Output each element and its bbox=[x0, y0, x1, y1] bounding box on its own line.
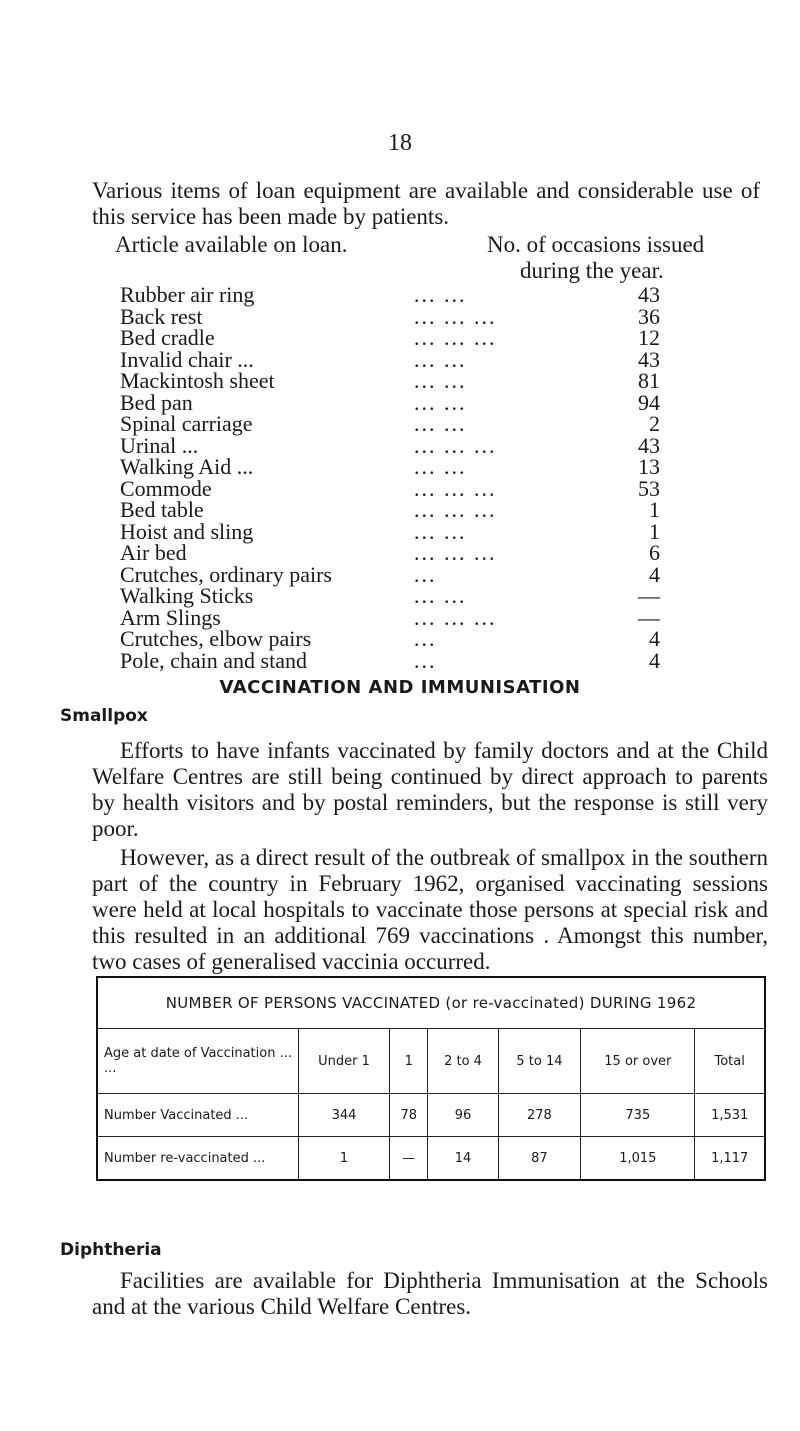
list-item bbox=[120, 518, 660, 544]
column-header: Total bbox=[695, 1029, 765, 1094]
list-item bbox=[120, 346, 660, 372]
smallpox-paragraph-1: Efforts to have infants vaccinated by family doctors and at the Child Welfare Centres are still being continued by direct approach to parents by health visitors and by postal reminders, but the response is still very poor. bbox=[92, 738, 768, 841]
table-row bbox=[97, 1137, 765, 1181]
header-label: Age at date of Vaccination ... ... bbox=[97, 1029, 299, 1094]
list-item bbox=[120, 284, 660, 306]
table-header-row bbox=[97, 1029, 765, 1094]
item-count: 2 bbox=[649, 411, 660, 436]
diphtheria-paragraph: Facilities are available for Diphtheria Immunisation at the Schools and at the various Child Welfare Centres. bbox=[92, 1268, 768, 1319]
item-name: Crutches, elbow pairs bbox=[120, 626, 312, 651]
table-title: NUMBER OF PERSONS VACCINATED (or re-vaccinated) DURING 1962 bbox=[97, 977, 765, 1029]
item-name: Arm Slings bbox=[120, 604, 221, 630]
list-item bbox=[120, 413, 660, 435]
loan-article-header: Article available on loan. bbox=[115, 232, 348, 257]
item-name: Bed cradle bbox=[120, 325, 215, 350]
item-count: 12 bbox=[638, 325, 660, 350]
section-title: VACCINATION AND IMMUNISATION bbox=[219, 677, 581, 698]
list-item bbox=[120, 628, 660, 650]
item-name: Air bed bbox=[120, 540, 187, 565]
leader-dots: ... ... bbox=[414, 454, 467, 479]
row-label: Number Vaccinated ... bbox=[97, 1094, 299, 1137]
leader-dots: ... bbox=[414, 626, 437, 651]
item-count: 36 bbox=[638, 303, 660, 329]
item-count: 4 bbox=[649, 561, 660, 587]
item-count: — bbox=[638, 583, 660, 608]
table-cell: 735 bbox=[581, 1094, 695, 1137]
item-count: 43 bbox=[638, 282, 660, 307]
table-cell: 96 bbox=[428, 1094, 498, 1137]
list-item bbox=[120, 432, 660, 458]
loan-count-header-line2: during the year. bbox=[520, 258, 664, 283]
item-name: Urinal ... bbox=[120, 432, 199, 458]
vaccination-table bbox=[96, 976, 766, 1181]
table-cell: — bbox=[390, 1137, 428, 1181]
item-name: Hoist and sling bbox=[120, 518, 254, 544]
item-count: 1 bbox=[649, 497, 660, 522]
column-header: 15 or over bbox=[581, 1029, 695, 1094]
item-name: Rubber air ring bbox=[120, 282, 255, 307]
leader-dots: ... ... bbox=[414, 411, 467, 436]
table-cell: 14 bbox=[428, 1137, 498, 1181]
item-name: Invalid chair ... bbox=[120, 346, 254, 372]
list-item bbox=[120, 542, 660, 564]
leader-dots: ... ... bbox=[414, 368, 467, 393]
leader-dots: ... ... ... bbox=[414, 497, 497, 522]
diphtheria-heading: Diphtheria bbox=[60, 1240, 162, 1260]
column-header: 1 bbox=[390, 1029, 428, 1094]
item-name: Pole, chain and stand bbox=[120, 647, 307, 673]
list-item bbox=[120, 475, 660, 501]
leader-dots: ... ... ... bbox=[414, 475, 497, 501]
item-count: 53 bbox=[638, 475, 660, 501]
table-cell: 1,015 bbox=[581, 1137, 695, 1181]
leader-dots: ... ... ... bbox=[414, 432, 497, 458]
leader-dots: ... ... bbox=[414, 518, 467, 544]
intro-paragraph: Various items of loan equipment are available and considerable use of this service has been made by patients. bbox=[92, 178, 760, 229]
leader-dots: ... ... ... bbox=[414, 303, 497, 329]
leader-dots: ... ... ... bbox=[414, 540, 497, 565]
leader-dots: ... bbox=[414, 561, 437, 587]
table-row bbox=[97, 1094, 765, 1137]
item-count: 43 bbox=[638, 432, 660, 458]
item-count: — bbox=[638, 604, 660, 630]
table-cell: 278 bbox=[498, 1094, 581, 1137]
table-cell: 1,531 bbox=[695, 1094, 765, 1137]
smallpox-paragraph-2: However, as a direct result of the outbreak of smallpox in the southern part of the country in February 1962, organised vaccinating sessions were held at local hospitals to vaccinate those persons at special risk and this resulted in an additional 769 vaccinations . Amongst this number, two cases of generalised vaccinia occurred. bbox=[92, 845, 768, 974]
list-item bbox=[120, 585, 660, 607]
list-item bbox=[120, 303, 660, 329]
item-name: Walking Aid ... bbox=[120, 454, 254, 479]
leader-dots: ... bbox=[414, 647, 437, 673]
loan-items-list bbox=[120, 284, 660, 671]
loan-count-header-line1: No. of occasions issued bbox=[487, 232, 705, 257]
item-count: 13 bbox=[638, 454, 660, 479]
leader-dots: ... ... ... bbox=[414, 604, 497, 630]
list-item bbox=[120, 456, 660, 478]
item-count: 4 bbox=[649, 647, 660, 673]
item-name: Commode bbox=[120, 475, 212, 501]
leader-dots: ... ... bbox=[414, 389, 467, 415]
item-count: 4 bbox=[649, 626, 660, 651]
item-name: Mackintosh sheet bbox=[120, 368, 275, 393]
leader-dots: ... ... ... bbox=[414, 325, 497, 350]
item-name: Spinal carriage bbox=[120, 411, 253, 436]
column-header: Under 1 bbox=[299, 1029, 390, 1094]
column-header: 2 to 4 bbox=[428, 1029, 498, 1094]
list-item bbox=[120, 561, 660, 587]
item-count: 43 bbox=[638, 346, 660, 372]
list-item bbox=[120, 604, 660, 630]
column-header: 5 to 14 bbox=[498, 1029, 581, 1094]
item-count: 81 bbox=[638, 368, 660, 393]
list-item bbox=[120, 647, 660, 673]
leader-dots: ... ... bbox=[414, 346, 467, 372]
smallpox-heading: Smallpox bbox=[60, 706, 148, 726]
list-item bbox=[120, 499, 660, 521]
list-item bbox=[120, 370, 660, 392]
item-name: Walking Sticks bbox=[120, 583, 254, 608]
table-cell: 1,117 bbox=[695, 1137, 765, 1181]
leader-dots: ... ... bbox=[414, 583, 467, 608]
item-name: Back rest bbox=[120, 303, 203, 329]
item-count: 6 bbox=[649, 540, 660, 565]
table-cell: 344 bbox=[299, 1094, 390, 1137]
page-number: 18 bbox=[388, 130, 412, 156]
list-item bbox=[120, 389, 660, 415]
table-cell: 78 bbox=[390, 1094, 428, 1137]
leader-dots: ... ... bbox=[414, 282, 467, 307]
item-name: Bed table bbox=[120, 497, 204, 522]
list-item bbox=[120, 327, 660, 349]
row-label: Number re-vaccinated ... bbox=[97, 1137, 299, 1181]
loan-count-header bbox=[487, 232, 772, 284]
item-count: 1 bbox=[649, 518, 660, 544]
table-cell: 1 bbox=[299, 1137, 390, 1181]
item-name: Bed pan bbox=[120, 389, 193, 415]
item-name: Crutches, ordinary pairs bbox=[120, 561, 332, 587]
table-cell: 87 bbox=[498, 1137, 581, 1181]
item-count: 94 bbox=[638, 389, 660, 415]
